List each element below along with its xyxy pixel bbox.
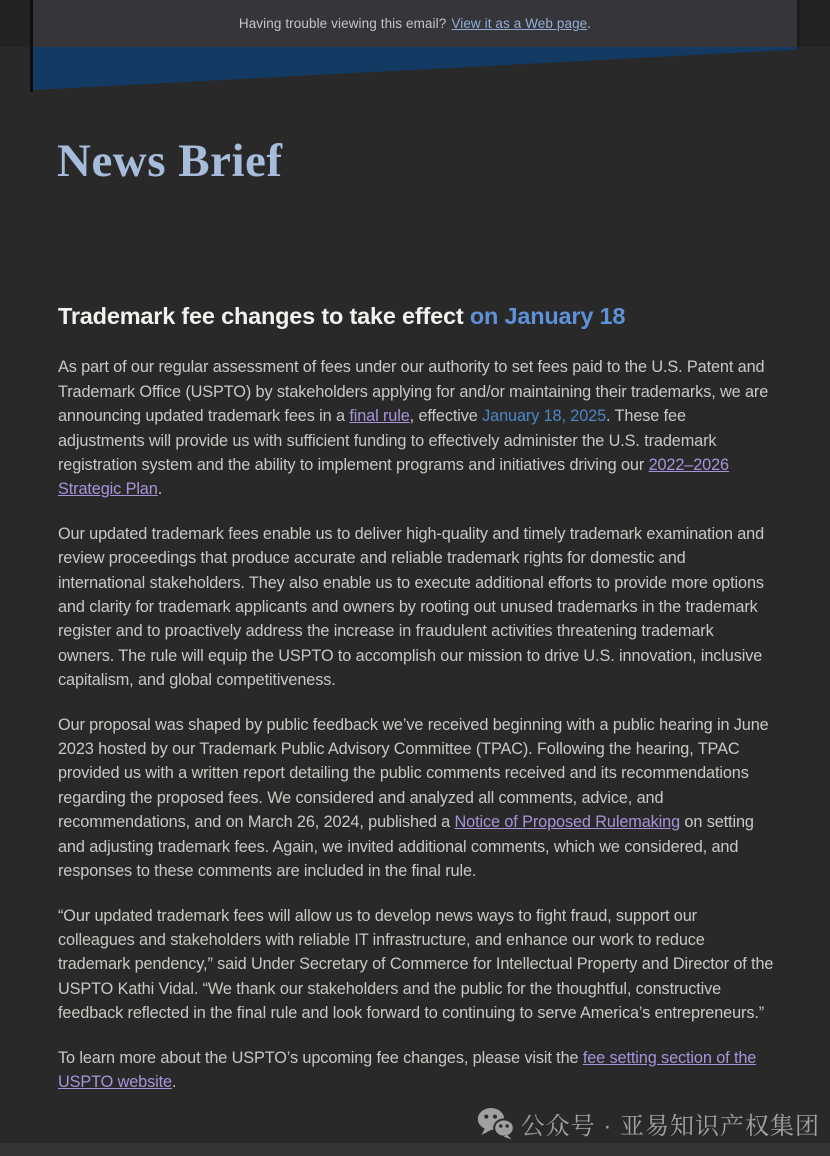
text-run: To learn more about the USPTO’s upcoming fee changes, please visit the bbox=[58, 1048, 583, 1067]
view-as-web-page-link[interactable]: View it as a Web page bbox=[451, 16, 588, 31]
text-run: Our updated trademark fees enable us to deliver high-quality and timely trademark examination and review proceedings that produce accurate and reliable trademark rights for domestic and international stakeholders. They also enable us to execute additional efforts to provide more options and clarity for trademark applicants and owners by rooting out unused trademarks in the trademark register and to proactively address the increase in fraudulent activities threatening trademark owners. The rule will equip the USPTO to accomplish our mission to drive U.S. innovation, inclusive capitalism, and global competitiveness. bbox=[58, 524, 765, 690]
paragraph-quote bbox=[58, 904, 774, 1026]
paragraph-public-feedback bbox=[58, 713, 774, 884]
article-heading bbox=[58, 302, 774, 331]
fee-setting-section-link[interactable]: fee setting section of the USPTO website bbox=[58, 1048, 757, 1091]
topbar-suffix: . bbox=[587, 16, 592, 31]
header-accent-wedge bbox=[33, 47, 797, 90]
notice-of-proposed-rulemaking-link[interactable]: Notice of Proposed Rulemaking bbox=[454, 813, 681, 832]
article-heading-main: Trademark fee changes to take effect bbox=[58, 303, 464, 329]
text-run: on setting and adjusting trademark fees. Again, we invited additional comments, which we considered, and responses to these comments are included in the final rule. bbox=[58, 813, 754, 881]
text-run: , effective bbox=[409, 407, 483, 426]
text-run: “Our updated trademark fees will allow us to develop news ways to fight fraud, support our colleagues and stakeholders with reliable IT infrastructure, and enhance our work to reduce trademark pendency,” said Under Secretary of Commerce for Intellectual Property and Director of the USPTO Kathi Vidal. “We thank our stakeholders and the public for the thoughtful, constructive feedback reflected in the final rule and look forward to continuing to serve America’s entrepreneurs.” bbox=[58, 906, 774, 1023]
bottom-strip bbox=[0, 1143, 830, 1156]
text-run: . bbox=[157, 480, 163, 499]
text-run: . These fee adjustments will provide us with sufficient funding to effectively administer the U.S. trademark registration system and the ability to implement programs and initiatives driving our bbox=[58, 407, 717, 474]
watermark-label: 公众号 · 亚易知识产权集团 bbox=[520, 1112, 820, 1140]
view-online-bar bbox=[33, 0, 797, 47]
strategic-plan-link[interactable]: 2022–2026 Strategic Plan bbox=[58, 456, 729, 499]
paragraph-learn-more bbox=[58, 1046, 774, 1095]
article-heading-date-highlight: on January 18 bbox=[463, 303, 626, 329]
paragraph-benefits bbox=[58, 522, 774, 693]
left-edge-shadow bbox=[30, 0, 33, 92]
text-run: As part of our regular assessment of fees under our authority to set fees paid to the U.S. Patent and Trademark Office (USPTO) by stakeholders applying for and/or maintaining their trademarks, we are announcing updated trademark fees in a bbox=[58, 358, 769, 426]
effective-date-text: January 18, 2025 bbox=[482, 407, 607, 426]
text-run: Our proposal was shaped by public feedback we’ve received beginning with a public hearing in June 2023 hosted by our Trademark Public Advisory Committee (TPAC). Following the hearing, TPAC provided us with a written report detailing the public comments received and its recommendations regarding the proposed fees. We considered and analyzed all comments, advice, and recommendations, and on March 26, 2024, published a bbox=[58, 715, 769, 832]
masthead-title: News Brief bbox=[57, 135, 283, 187]
final-rule-link[interactable]: final rule bbox=[349, 407, 410, 426]
text-run: . bbox=[171, 1072, 177, 1091]
wechat-icon bbox=[477, 1107, 514, 1140]
trouble-viewing-text: Having trouble viewing this email? bbox=[238, 16, 447, 31]
paragraph-intro bbox=[58, 355, 774, 501]
article-body bbox=[58, 302, 774, 1114]
wechat-watermark bbox=[477, 1104, 820, 1142]
